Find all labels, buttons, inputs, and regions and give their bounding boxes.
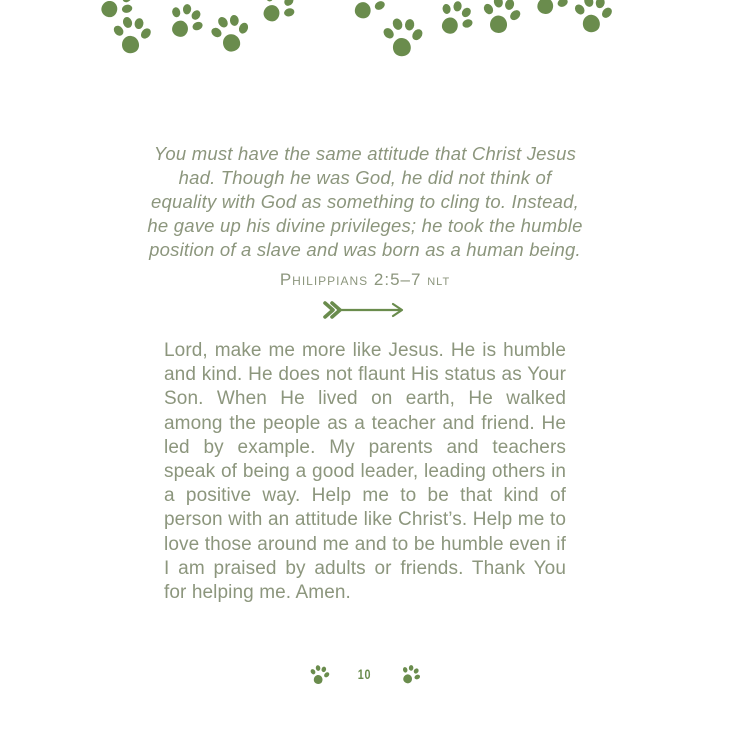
paw-print-icon <box>308 663 332 687</box>
scripture-line: position of a slave and was born as a human being. <box>149 239 581 260</box>
scripture-line: he gave up his divine privileges; he took the humble <box>147 215 583 236</box>
scripture-line: You must have the same attitude that Christ Jesus <box>153 143 577 164</box>
prayer-text: Lord, make me more like Jesus. He is humble and kind. He does not flaunt His status as Your Son. When He lived on earth, He walked among the people as a teacher and friend. He led by example. My parents and teachers speak of being a good leader, leading others in a positive way. Help me to be that kind of person with an attitude like Christ’s. Help me to love those around me and to be humble even if I am praised by adults or friends. Thank You for helping me. Amen. <box>164 340 566 604</box>
scripture-version: nlt <box>427 272 451 289</box>
scripture-book: Philippians <box>279 270 369 289</box>
paw-print-icon <box>568 0 619 43</box>
paw-print-icon <box>478 0 525 43</box>
paw-print-icon <box>107 9 159 64</box>
paw-print-icon <box>252 0 301 35</box>
arrow-divider-icon <box>321 298 409 322</box>
page-number: 10 <box>358 667 372 682</box>
paw-print-icon <box>202 5 261 65</box>
page-footer <box>0 664 730 685</box>
paw-prints-top-border <box>0 0 730 70</box>
paw-print-icon <box>528 0 573 25</box>
scripture-line: had. Though he was God, he did not think of <box>178 167 552 188</box>
scripture-quote <box>115 142 615 293</box>
paw-print-icon <box>398 662 422 686</box>
scripture-reference <box>115 268 615 293</box>
section-divider <box>0 298 730 327</box>
paw-print-icon <box>431 0 478 46</box>
paw-print-icon <box>162 0 208 48</box>
scripture-line: equality with God as something to cling to. Instead, <box>151 191 579 212</box>
scripture-verses: 2:5–7 <box>373 270 422 289</box>
